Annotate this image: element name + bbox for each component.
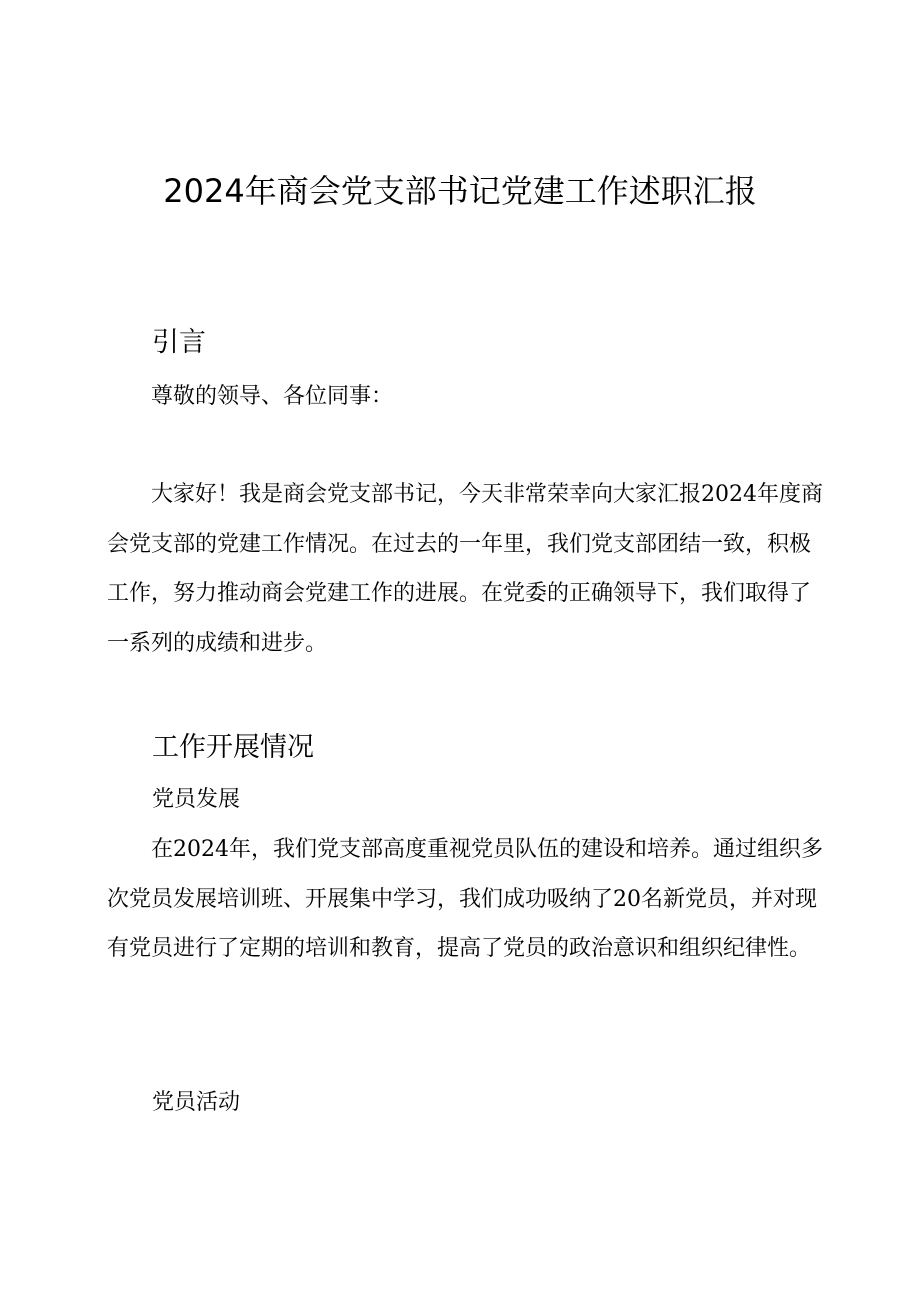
subsection-heading-member-activities: 党员活动 <box>152 1090 241 1115</box>
salutation-paragraph: 尊敬的领导、各位同事： <box>151 384 394 409</box>
section-heading-intro: 引言 <box>152 327 206 358</box>
section-heading-work: 工作开展情况 <box>152 732 314 763</box>
member-development-paragraph: 在2024年，我们党支部高度重视党员队伍的建设和培养。通过组织多次党员发展培训班、开展集中学习，我们成功吸纳了20名新党员，并对现有党员进行了定期的培训和教育，提高了党员的政治意识和组织纪律性。 <box>107 837 823 961</box>
subsection-heading-member-development: 党员发展 <box>152 787 241 812</box>
intro-paragraph: 大家好！我是商会党支部书记，今天非常荣幸向大家汇报2024年度商会党支部的党建工作情况。在过去的一年里，我们党支部团结一致，积极工作，努力推动商会党建工作的进展。在党委的正确领导下，我们取得了一系列的成绩和进步。 <box>107 482 823 656</box>
document-title: 2024年商会党支部书记党建工作述职汇报 <box>163 172 757 210</box>
